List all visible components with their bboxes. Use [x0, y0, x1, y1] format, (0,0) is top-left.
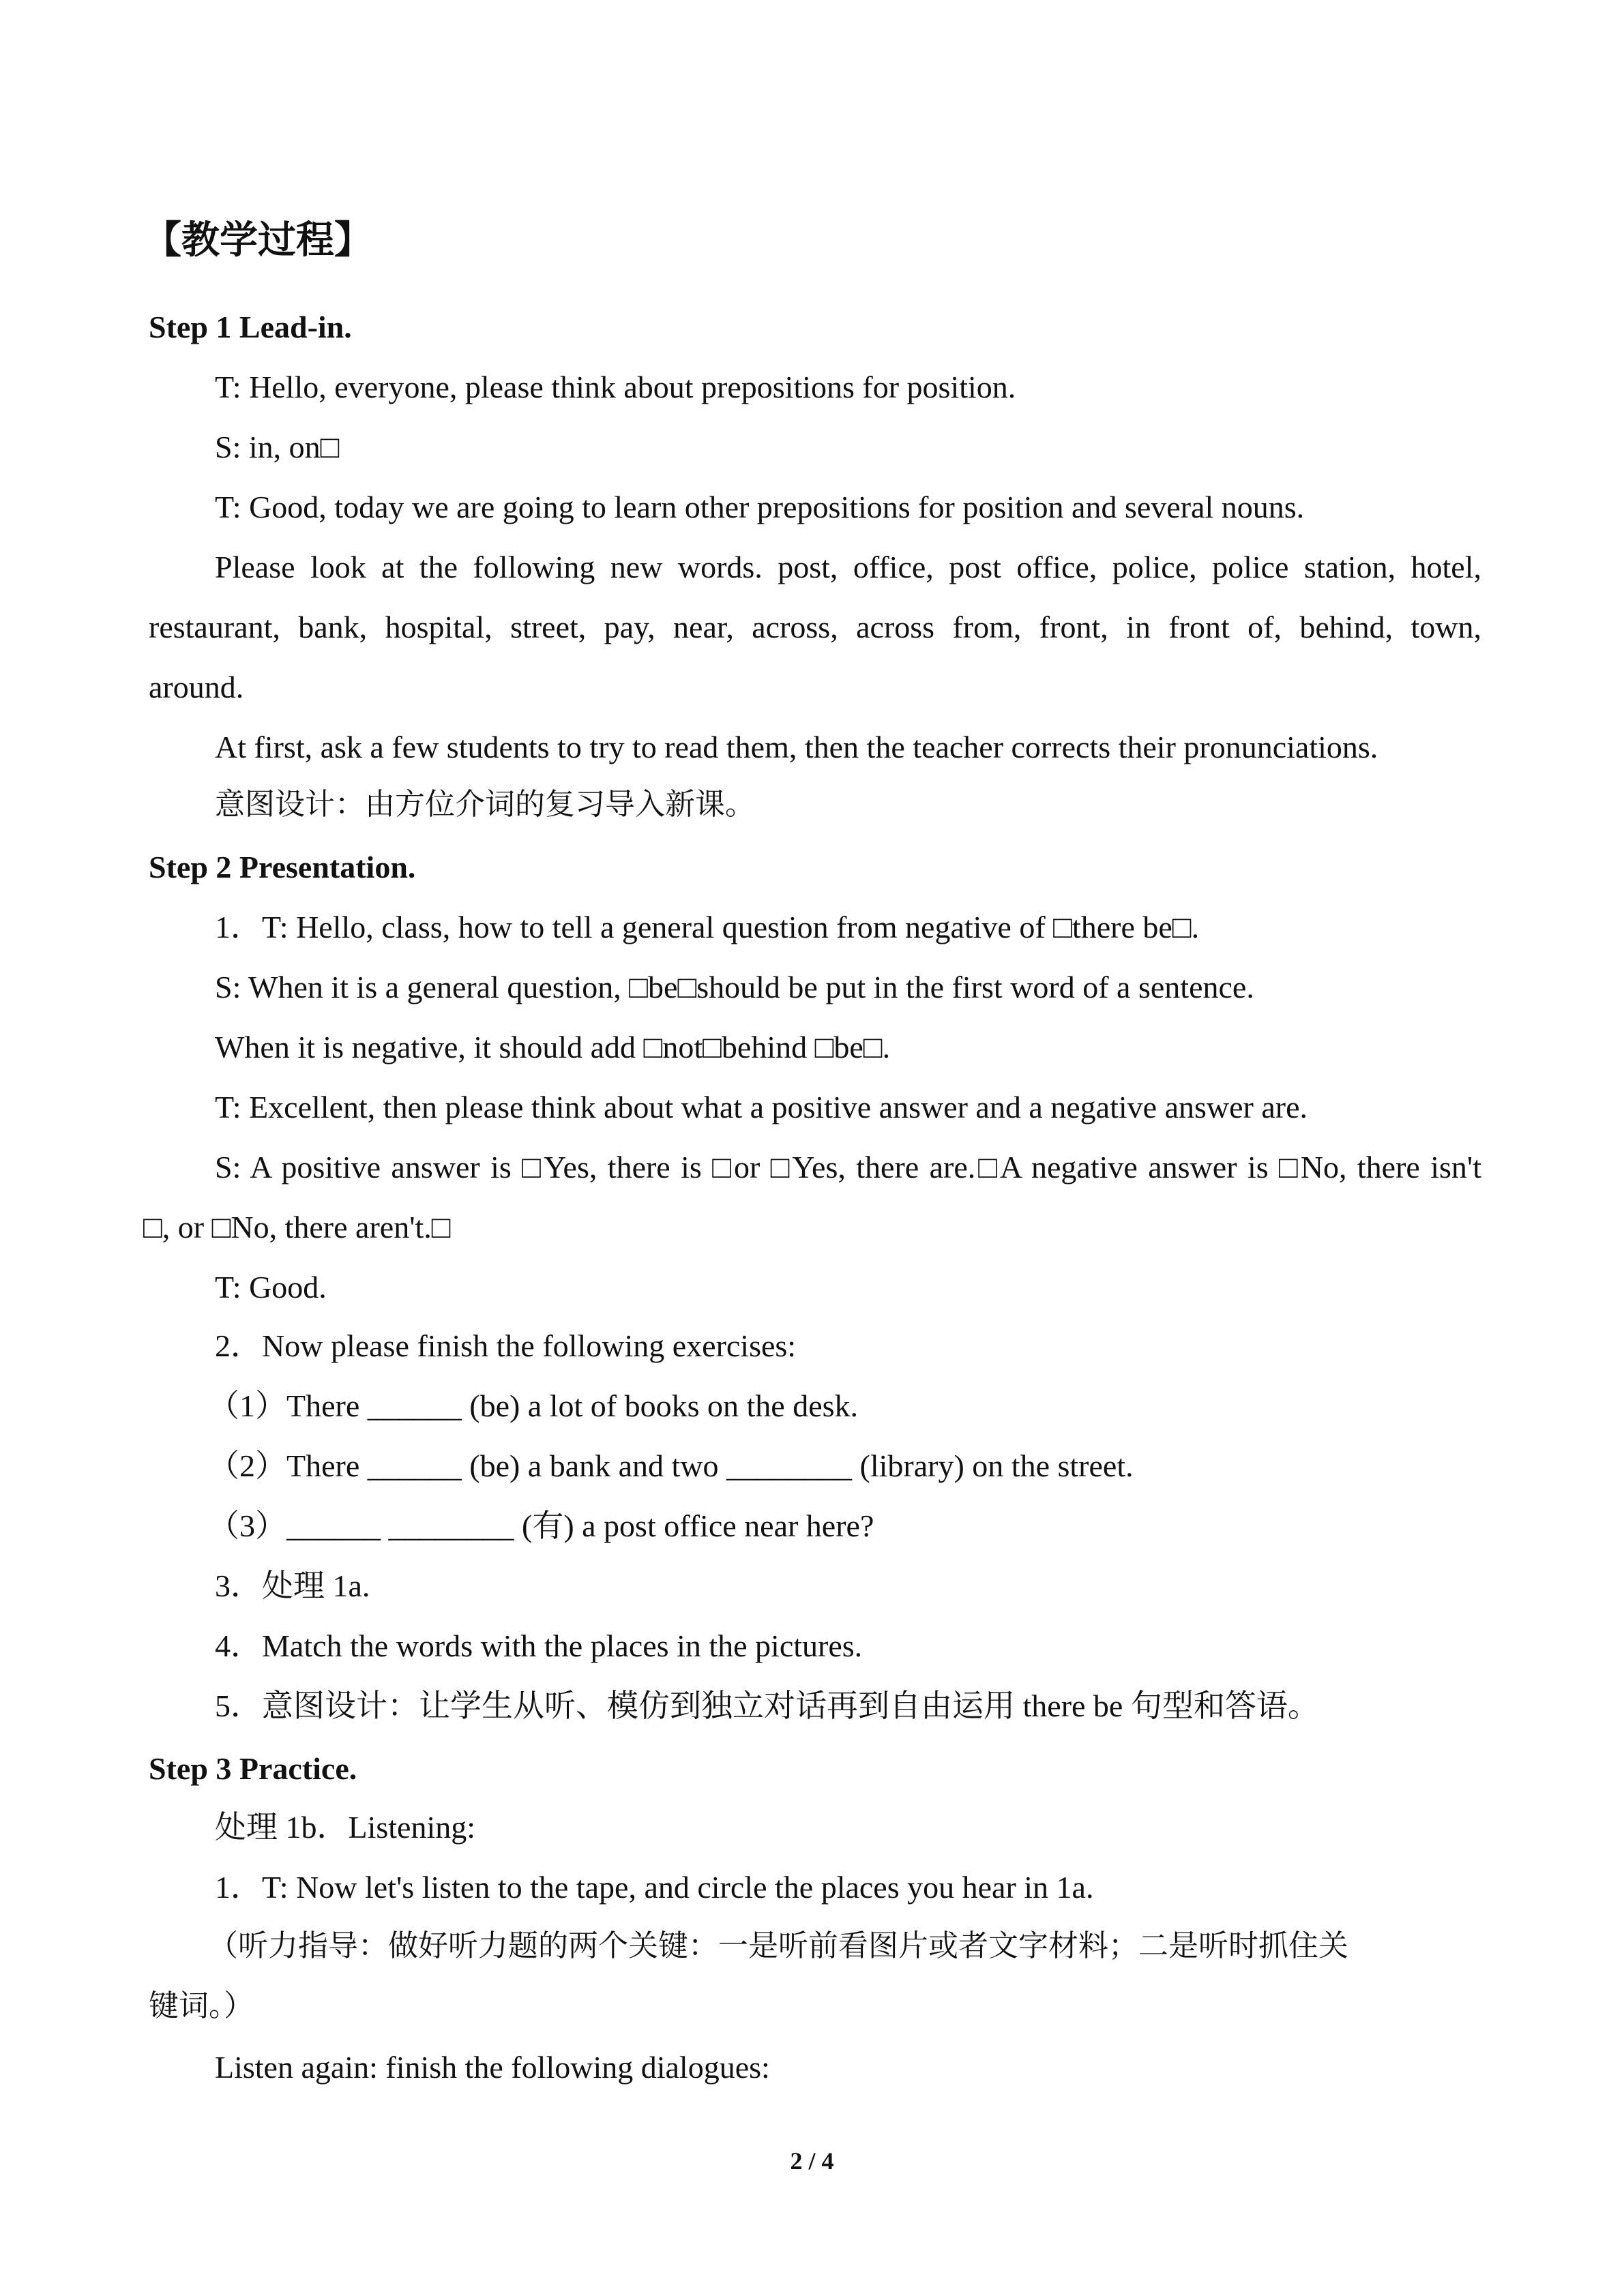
step3-line-1: 处理 1b．Listening: — [215, 1810, 476, 1845]
step1-line-4c: around. — [149, 670, 244, 704]
step1-line-1: T: Hello, everyone, please think about prepositions for position. — [215, 370, 1016, 404]
step1-line-4b: restaurant, bank, hospital, street, pay, near, across, across from, front, in front of, behind, town, — [149, 610, 1481, 644]
step1-title: Step 1 Lead-in. — [149, 310, 352, 344]
section-heading: 【教学过程】 — [143, 218, 372, 263]
step3-line-3a: （听力指导：做好听力题的两个关键：一是听前看图片或者文字材料；二是听时抓住关 — [208, 1928, 1348, 1963]
step1-line-2: S: in, on□ — [215, 430, 340, 464]
step1-line-4a: Please look at the following new words. post, office, post office, police, police station, hotel, — [215, 550, 1481, 584]
step3-title: Step 3 Practice. — [149, 1751, 357, 1786]
step3-line-2: 1．T: Now let's listen to the tape, and circle the places you hear in 1a. — [215, 1870, 1094, 1905]
step1-line-3: T: Good, today we are going to learn other prepositions for position and several nouns. — [215, 490, 1305, 524]
step2-line-3: When it is negative, it should add □not□behind □be□. — [215, 1030, 891, 1064]
step2-line-4: T: Excellent, then please think about what a positive answer and a negative answer are. — [215, 1090, 1308, 1124]
step1-line-5: At first, ask a few students to try to read them, then the teacher corrects their pronunciations. — [215, 730, 1378, 764]
page-number: 2 / 4 — [790, 2147, 834, 2175]
step2-line-7: 2．Now please finish the following exercises: — [215, 1328, 797, 1363]
step1-line-6: 意图设计：由方位介词的复习导入新课。 — [215, 787, 755, 822]
step2-line-1: 1．T: Hello, class, how to tell a general question from negative of □there be□. — [215, 910, 1200, 944]
step2-line-5b: □, or □No, there aren't.□ — [143, 1210, 451, 1244]
step2-exercise-1: （1）There ______ (be) a lot of books on the desk. — [208, 1388, 859, 1423]
step2-exercise-2: （2）There ______ (be) a bank and two ________ (library) on the street. — [208, 1448, 1134, 1483]
step2-line-12: 4．Match the words with the places in the pictures. — [215, 1628, 863, 1663]
step2-exercise-3: （3）______ ________ (有) a post office near here? — [208, 1508, 874, 1543]
step2-line-2: S: When it is a general question, □be□should be put in the first word of a sentence. — [215, 970, 1254, 1004]
step3-line-4: Listen again: finish the following dialogues: — [215, 2050, 770, 2085]
step2-line-5a: S: A positive answer is □Yes, there is □or □Yes, there are.□A negative answer is □No, there isn't — [215, 1150, 1481, 1184]
step3-line-3b: 键词。） — [149, 1988, 254, 2023]
step2-title: Step 2 Presentation. — [149, 850, 416, 884]
step2-line-13: 5．意图设计：让学生从听、模仿到独立对话再到自由运用 there be 句型和答语。 — [215, 1688, 1319, 1723]
step2-line-11: 3．处理 1a. — [215, 1568, 370, 1603]
step2-line-6: T: Good. — [215, 1270, 327, 1304]
